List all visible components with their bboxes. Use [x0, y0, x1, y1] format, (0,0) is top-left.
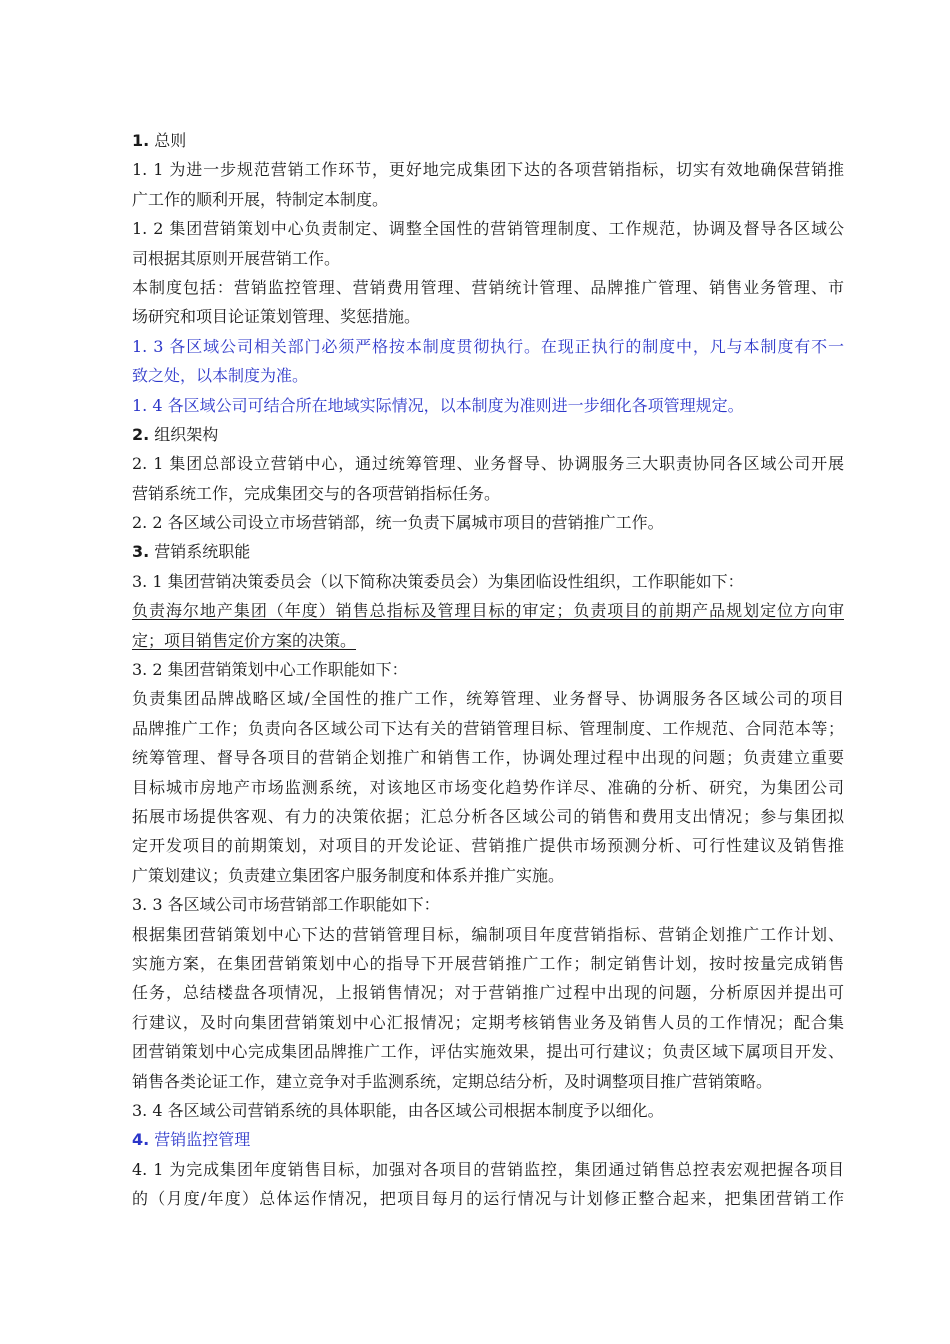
text-line: 1. 1 为进一步规范营销工作环节，更好地完成集团下达的各项营销指标，切实有效地确保营销推 — [132, 160, 844, 180]
text-line: 3. 3 各区域公司市场营销部工作职能如下： — [132, 895, 440, 915]
section-heading — [132, 1125, 844, 1154]
text-line: 2. 2 各区域公司设立市场营销部，统一负责下属城市项目的营销推广工作。 — [132, 513, 664, 533]
section-number: 4. — [132, 1130, 150, 1150]
text-line: 3. 4 各区域公司营销系统的具体职能，由各区域公司根据本制度予以细化。 — [132, 1100, 664, 1120]
text-line: 本制度包括：营销监控管理、营销费用管理、营销统计管理、品牌推广管理、销售业务管理、市 — [132, 277, 844, 297]
text-line: 致之处，以本制度为准。 — [132, 366, 309, 386]
text-line: 4. 1 为完成集团年度销售目标，加强对各项目的营销监控，集团通过销售总控表宏观把握各项目 — [132, 1159, 844, 1179]
section-heading — [132, 126, 844, 155]
section-heading — [132, 537, 844, 566]
text-line: 广工作的顺利开展，特制定本制度。 — [132, 189, 389, 209]
text-line: 1. 2 集团营销策划中心负责制定、调整全国性的营销管理制度、工作规范，协调及督导各区域公 — [132, 219, 844, 239]
document-page — [132, 126, 844, 1213]
text-line: 1. 4 各区域公司可结合所在地域实际情况，以本制度为准则进一步细化各项管理规定。 — [132, 395, 744, 415]
text-line: 营销系统工作，完成集团交与的各项营销指标任务。 — [132, 483, 501, 503]
section-number: 3. — [132, 542, 150, 562]
text-line: 定开发项目的前期策划，对项目的开发论证、营销推广提供市场预测分析、可行性建议及销售推 — [132, 836, 844, 856]
section-heading — [132, 420, 844, 449]
text-line: 拓展市场提供客观、有力的决策依据；汇总分析各区域公司的销售和费用支出情况；参与集团拟 — [132, 806, 844, 826]
text-line: 实施方案，在集团营销策划中心的指导下开展营销推广工作；制定销售计划，按时按量完成销售 — [132, 953, 844, 973]
text-line: 定；项目销售定价方案的决策。 — [132, 630, 357, 650]
section-number: 1. — [132, 131, 150, 150]
text-line: 负责集团品牌战略区域/全国性的推广工作，统筹管理、业务督导、协调服务各区域公司的项目 — [132, 689, 844, 709]
section-number: 2. — [132, 424, 150, 444]
text-line: 的（月度/年度）总体运作情况，把项目每月的运行情况与计划修正整合起来，把集团营销工作 — [132, 1189, 844, 1209]
text-line: 广策划建议；负责建立集团客户服务制度和体系并推广实施。 — [132, 865, 565, 885]
text-line: 1. 3 各区域公司相关部门必须严格按本制度贯彻执行。在现正执行的制度中，凡与本制度有不一 — [132, 336, 844, 356]
text-line: 目标城市房地产市场监测系统，对该地区市场变化趋势作详尽、准确的分析、研究，为集团公司 — [132, 777, 844, 797]
section-title: 营销监控管理 — [149, 1130, 251, 1150]
text-line: 根据集团营销策划中心下达的营销管理目标，编制项目年度营销指标、营销企划推广工作计划、 — [132, 924, 844, 944]
text-line: 负责海尔地产集团（年度）销售总指标及管理目标的审定；负责项目的前期产品规划定位方向审 — [132, 601, 844, 621]
section-title: 总则 — [149, 131, 187, 150]
text-line: 销售各类论证工作，建立竞争对手监测系统，定期总结分析，及时调整项目推广营销策略。 — [132, 1071, 773, 1091]
text-line: 场研究和项目论证策划管理、奖惩措施。 — [132, 307, 421, 327]
text-line: 3. 1 集团营销决策委员会（以下简称决策委员会）为集团临设性组织，工作职能如下： — [132, 571, 744, 591]
section-title: 营销系统职能 — [149, 542, 251, 562]
text-line: 任务，总结楼盘各项情况，上报销售情况；对于营销推广过程中出现的问题，分析原因并提出可 — [132, 983, 844, 1003]
section-title: 组织架构 — [149, 424, 219, 444]
text-line: 品牌推广工作；负责向各区域公司下达有关的营销管理目标、管理制度、工作规范、合同范本等； — [132, 718, 844, 738]
text-line: 3. 2 集团营销策划中心工作职能如下： — [132, 660, 408, 680]
text-line: 行建议，及时向集团营销策划中心汇报情况；定期考核销售业务及销售人员的工作情况；配合集 — [132, 1012, 844, 1032]
text-line: 2. 1 集团总部设立营销中心，通过统筹管理、业务督导、协调服务三大职责协同各区域公司开展 — [132, 454, 844, 474]
text-line: 团营销策划中心完成集团品牌推广工作，评估实施效果，提出可行建议；负责区域下属项目开发、 — [132, 1042, 844, 1062]
text-line: 司根据其原则开展营销工作。 — [132, 248, 341, 268]
text-line: 统筹管理、督导各项目的营销企划推广和销售工作，协调处理过程中出现的问题；负责建立重要 — [132, 748, 844, 768]
